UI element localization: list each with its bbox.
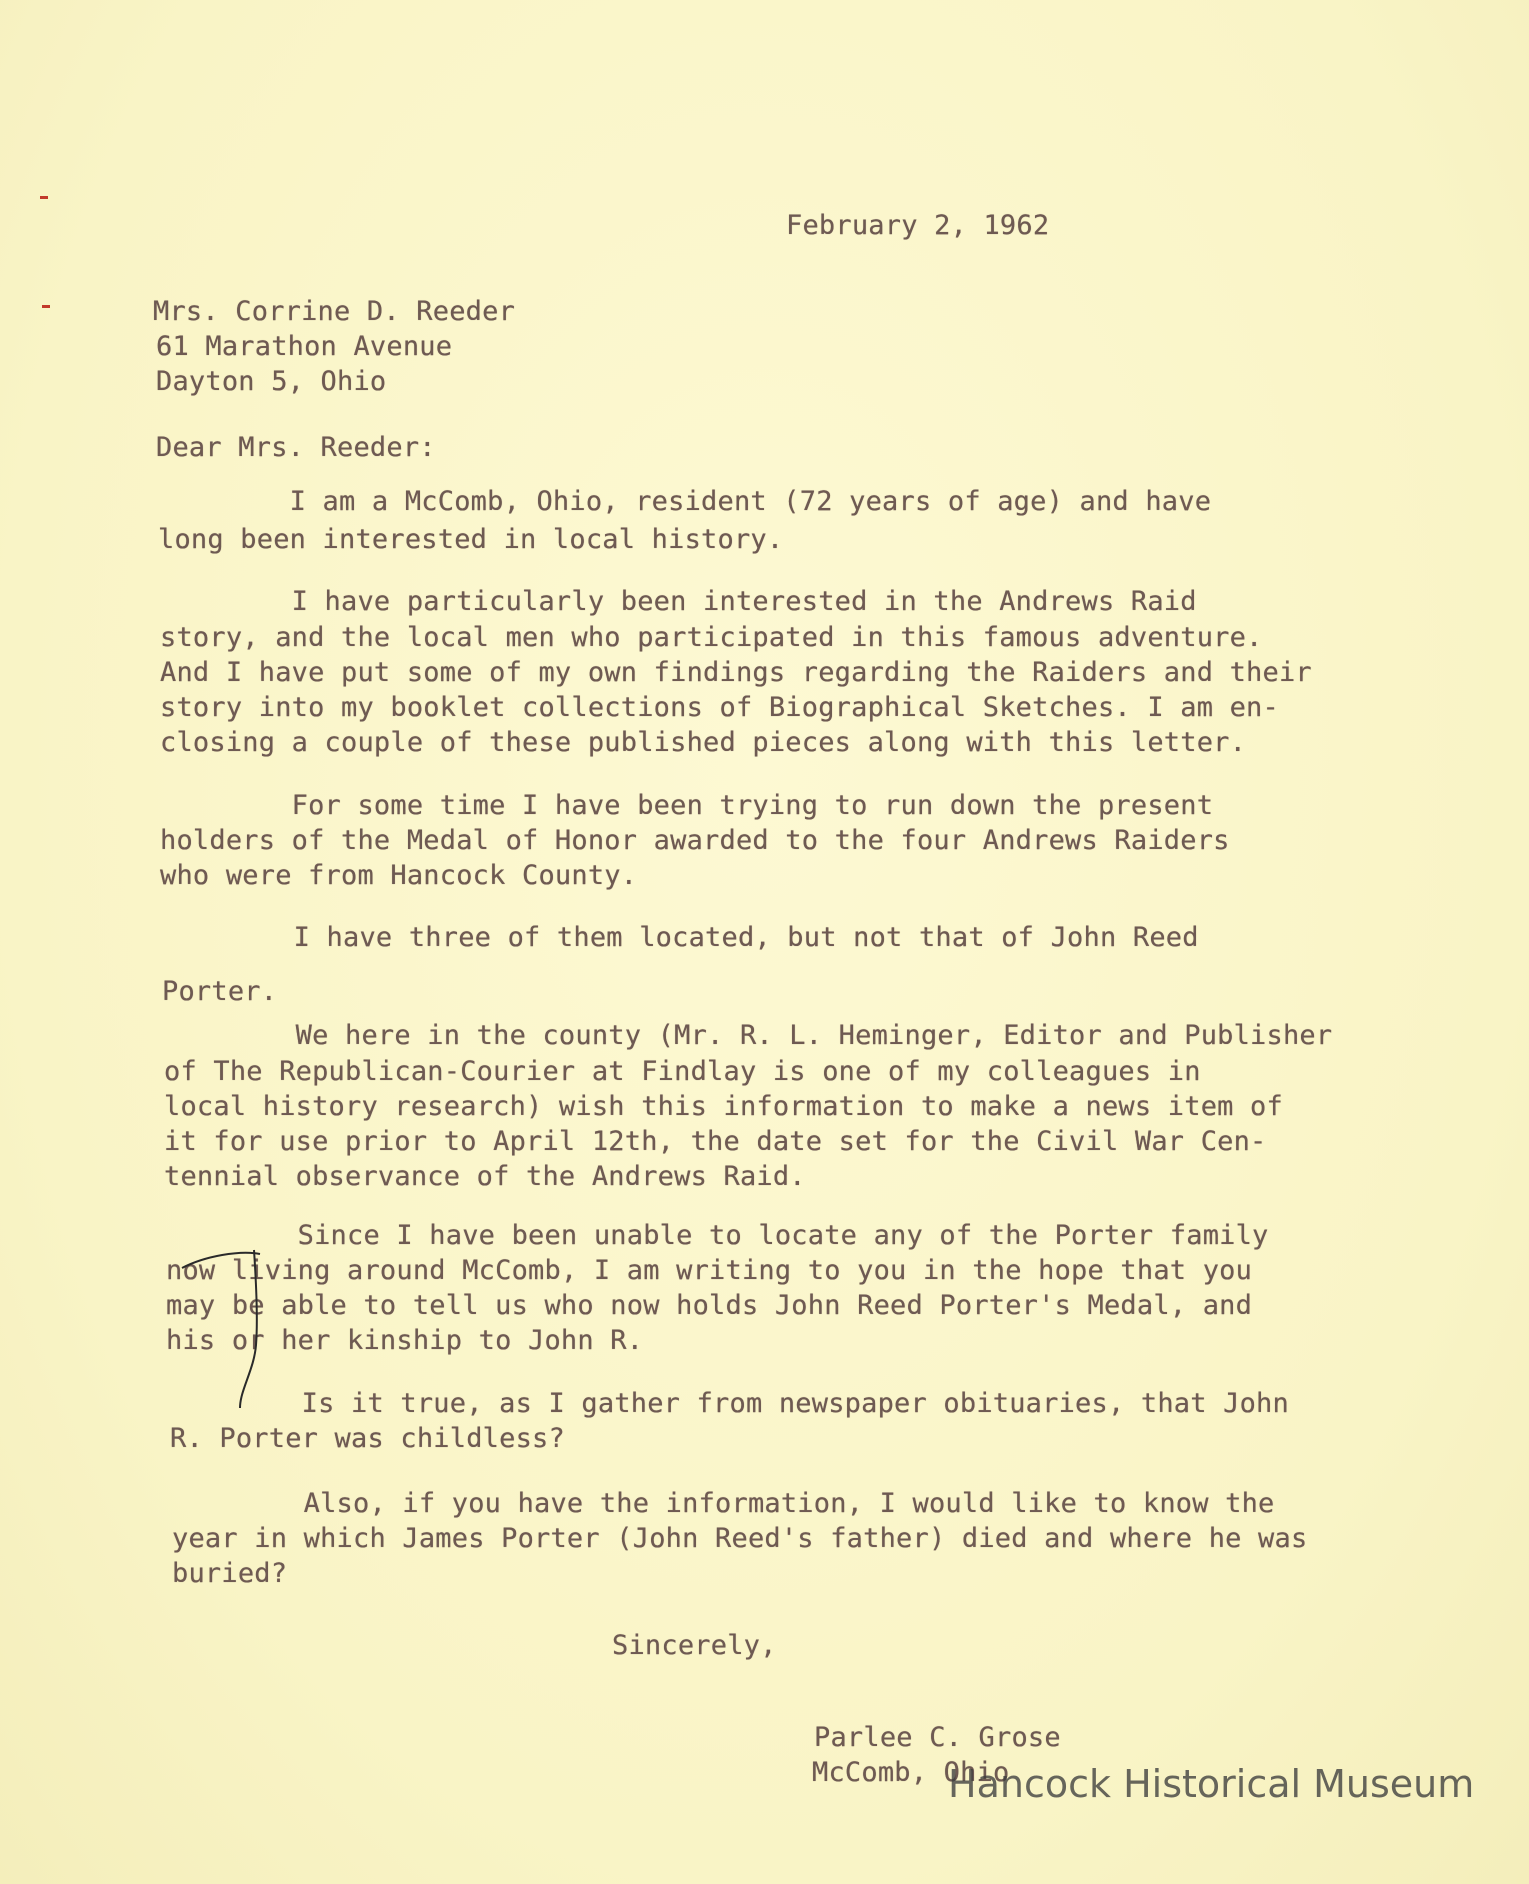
body-line: year in which James Porter (John Reed's father) died and where he was <box>172 1523 1308 1554</box>
body-line: Is it true, as I gather from newspaper obituaries, that John <box>170 1388 1289 1419</box>
signature-name: Parlee C. Grose <box>814 1722 1061 1753</box>
body-line: story into my booklet collections of Biographical Sketches. I am en- <box>160 692 1279 723</box>
body-line: I am a McComb, Ohio, resident (72 years of age) and have <box>158 486 1212 517</box>
margin-tick-mark <box>42 305 50 308</box>
signature-place: McComb, Ohio <box>812 1757 1010 1788</box>
recipient-city: Dayton 5, Ohio <box>156 366 387 397</box>
body-line: holders of the Medal of Honor awarded to the four Andrews Raiders <box>160 825 1230 856</box>
body-line: I have three of them located, but not that of John Reed <box>162 922 1199 953</box>
body-line: Since I have been unable to locate any of the Porter family <box>166 1220 1269 1251</box>
letter-date: February 2, 1962 <box>786 210 1050 241</box>
body-line: of The Republican-Courier at Findlay is one of my colleagues in <box>164 1056 1201 1087</box>
body-line: I have particularly been interested in the Andrews Raid <box>160 586 1197 617</box>
body-line: who were from Hancock County. <box>160 860 638 891</box>
body-line: may be able to tell us who now holds John Reed Porter's Medal, and <box>166 1290 1253 1321</box>
margin-tick-mark <box>40 196 48 199</box>
body-line: his or her kinship to John R. <box>166 1325 644 1356</box>
body-line: R. Porter was childless? <box>170 1423 565 1454</box>
body-line: local history research) wish this information to make a news item of <box>164 1091 1283 1122</box>
recipient-name: Mrs. Corrine D. Reeder <box>153 296 516 327</box>
pen-bracket-mark <box>170 1230 290 1420</box>
body-line: Also, if you have the information, I would like to know the <box>172 1488 1275 1519</box>
body-line: long been interested in local history. <box>158 524 784 555</box>
body-line: buried? <box>172 1558 288 1589</box>
body-line: For some time I have been trying to run down the present <box>160 790 1214 821</box>
body-line: We here in the county (Mr. R. L. Heminger, Editor and Publisher <box>164 1020 1333 1051</box>
body-line: closing a couple of these published pieces along with this letter. <box>160 727 1247 758</box>
recipient-street: 61 Marathon Avenue <box>156 331 453 362</box>
salutation: Dear Mrs. Reeder: <box>156 432 436 463</box>
body-line: And I have put some of my own findings regarding the Raiders and their <box>160 657 1312 688</box>
museum-watermark: Hancock Historical Museum <box>948 1762 1475 1806</box>
body-line: story, and the local men who participated in this famous adventure. <box>160 622 1263 653</box>
closing: Sincerely, <box>612 1630 777 1661</box>
body-line: Porter. <box>162 976 278 1007</box>
body-line: tennial observance of the Andrews Raid. <box>164 1161 806 1192</box>
body-line: it for use prior to April 12th, the date set for the Civil War Cen- <box>164 1126 1267 1157</box>
body-line: now living around McComb, I am writing to you in the hope that you <box>166 1255 1253 1286</box>
